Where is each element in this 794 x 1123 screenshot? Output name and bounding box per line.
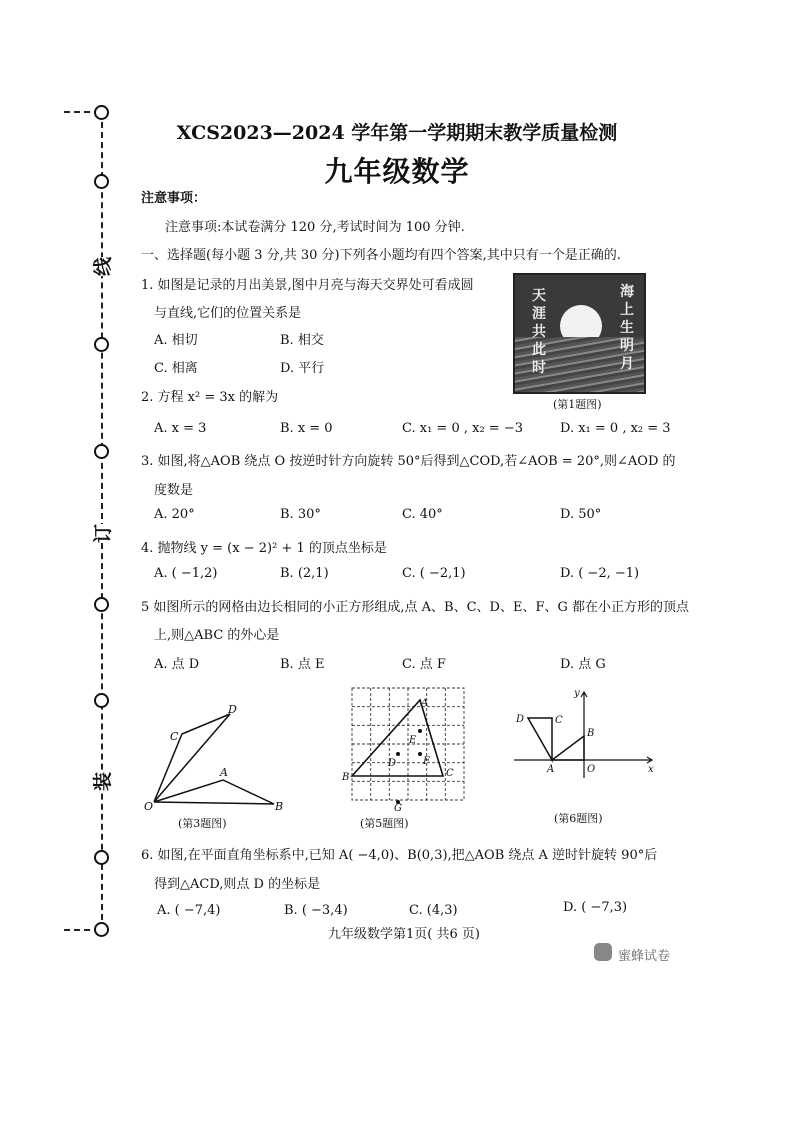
binding-char-ding: 订 (88, 524, 115, 543)
fig5-label-f: F (423, 756, 430, 767)
fig5-label-c: C (446, 768, 454, 779)
moonrise-photo (513, 273, 646, 394)
fig5-label-a: A (421, 698, 429, 709)
q2-option-b: B. x = 0 (280, 421, 333, 436)
fig3-caption: (第3题图) (178, 817, 227, 830)
fig5-label-d: D (388, 758, 397, 769)
section-1-heading: 一、选择题(每小题 3 分,共 30 分)下列各小题均有四个答案,其中只有一个是正确的. (141, 248, 621, 263)
notice-heading: 注意事项： (141, 191, 207, 206)
fig5-point-f (418, 752, 422, 756)
q1-line1: 1. 如图是记录的月出美景,图中月亮与海天交界处可看成圆 (141, 278, 474, 293)
q5-line2: 上,则△ABC 的外心是 (154, 628, 280, 643)
figure-3 (140, 700, 300, 812)
q1-option-d: D. 平行 (280, 361, 325, 376)
binding-char-xian: 线 (88, 257, 115, 276)
q6-line1: 6. 如图,在平面直角坐标系中,已知 A( −4,0)、B(0,3),把△AOB 绕点 A 逆时针旋转 90°后 (141, 848, 658, 863)
q5-line1: 5 如图所示的网格由边长相同的小正方形组成,点 A、B、C、D、E、F、G 都在小正方形的顶点 (141, 600, 690, 615)
q5-option-a: A. 点 D (154, 657, 200, 672)
fig6-label-a: A (547, 764, 555, 775)
fig5-point-e (418, 729, 422, 733)
q2-option-c: C. x₁ = 0 , x₂ = −3 (402, 421, 523, 436)
q4-stem: 4. 抛物线 y = (x − 2)² + 1 的顶点坐标是 (141, 541, 387, 556)
q1-option-b: B. 相交 (280, 333, 324, 348)
fig6-label-c: C (555, 715, 563, 726)
q1-option-c: C. 相离 (154, 361, 198, 376)
q5-option-b: B. 点 E (280, 657, 325, 672)
exam-subject: 九年级数学 (324, 155, 470, 188)
binding-hole (94, 693, 109, 708)
fig5-caption: (第5题图) (360, 817, 409, 830)
q5-option-c: C. 点 F (402, 657, 446, 672)
fig3-triangle-cod (154, 714, 230, 802)
fig5-label-g: G (394, 803, 402, 812)
q1-option-a: A. 相切 (154, 333, 198, 348)
binding-hole (94, 922, 109, 937)
fig3-label-d: D (228, 703, 237, 716)
q4-option-b: B. (2,1) (280, 566, 329, 581)
watermark-logo-icon (594, 943, 612, 961)
q3-option-b: B. 30° (280, 507, 321, 522)
fig6-label-x: x (648, 764, 654, 775)
q4-option-d: D. ( −2, −1) (560, 566, 640, 581)
fig6-label-d: D (516, 714, 525, 725)
fig5-point-d (396, 752, 400, 756)
q1-caption: (第1题图) (553, 398, 602, 411)
fig6-triangle-acd (528, 718, 552, 760)
binding-hole (94, 850, 109, 865)
fig3-label-o: O (144, 800, 154, 812)
fig5-label-e: E (409, 735, 417, 746)
q6-option-d: D. ( −7,3) (563, 900, 628, 915)
q5-option-d: D. 点 G (560, 657, 606, 672)
photo-poem-right: 海 上 生 明 月 (620, 284, 634, 372)
q4-option-c: C. ( −2,1) (402, 566, 466, 581)
binding-line (101, 112, 103, 930)
notice-text: 注意事项:本试卷满分 120 分,考试时间为 100 分钟. (165, 220, 465, 235)
q6-option-c: C. (4,3) (409, 903, 458, 918)
q4-option-a: A. ( −1,2) (154, 566, 218, 581)
binding-hole (94, 444, 109, 459)
photo-poem-left: 天 涯 共 此 时 (532, 288, 546, 376)
page-footer: 九年级数学第1页( 共6 页) (328, 927, 480, 942)
fig3-label-b: B (275, 800, 284, 812)
q6-option-b: B. ( −3,4) (284, 903, 348, 918)
q3-line1: 3. 如图,将△AOB 绕点 O 按逆时针方向旋转 50°后得到△COD,若∠AOB = 20°,则∠AOD 的 (141, 454, 676, 469)
binding-char-zhuang: 装 (88, 772, 115, 791)
fig5-label-b: B (342, 772, 350, 783)
q3-option-c: C. 40° (402, 507, 443, 522)
fig5-grid (352, 688, 464, 800)
q2-option-a: A. x = 3 (154, 421, 207, 436)
q6-option-a: A. ( −7,4) (157, 903, 221, 918)
q3-option-d: D. 50° (560, 507, 602, 522)
binding-hole (94, 597, 109, 612)
fig6-caption: (第6题图) (554, 812, 603, 825)
fig6-label-b: B (587, 728, 595, 739)
q3-line2: 度数是 (154, 483, 194, 498)
binding-hole (94, 337, 109, 352)
q2-option-d: D. x₁ = 0 , x₂ = 3 (560, 421, 671, 436)
q2-stem: 2. 方程 x² = 3x 的解为 (141, 390, 279, 405)
q3-option-a: A. 20° (154, 507, 195, 522)
q1-line2: 与直线,它们的位置关系是 (154, 306, 302, 321)
fig3-label-a: A (220, 766, 228, 779)
fig3-label-c: C (170, 730, 179, 743)
exam-title: XCS2023—2024 学年第一学期期末教学质量检测 (176, 122, 618, 144)
fig6-label-o: O (587, 764, 596, 775)
fig3-triangle-aob (154, 780, 274, 804)
figure-6 (508, 686, 658, 782)
fig6-label-y: y (574, 688, 580, 699)
fig6-triangle-aob (552, 736, 584, 760)
q6-line2: 得到△ACD,则点 D 的坐标是 (154, 877, 321, 892)
watermark: 蜜蜂试卷 (618, 949, 671, 964)
figure-5 (340, 684, 470, 812)
